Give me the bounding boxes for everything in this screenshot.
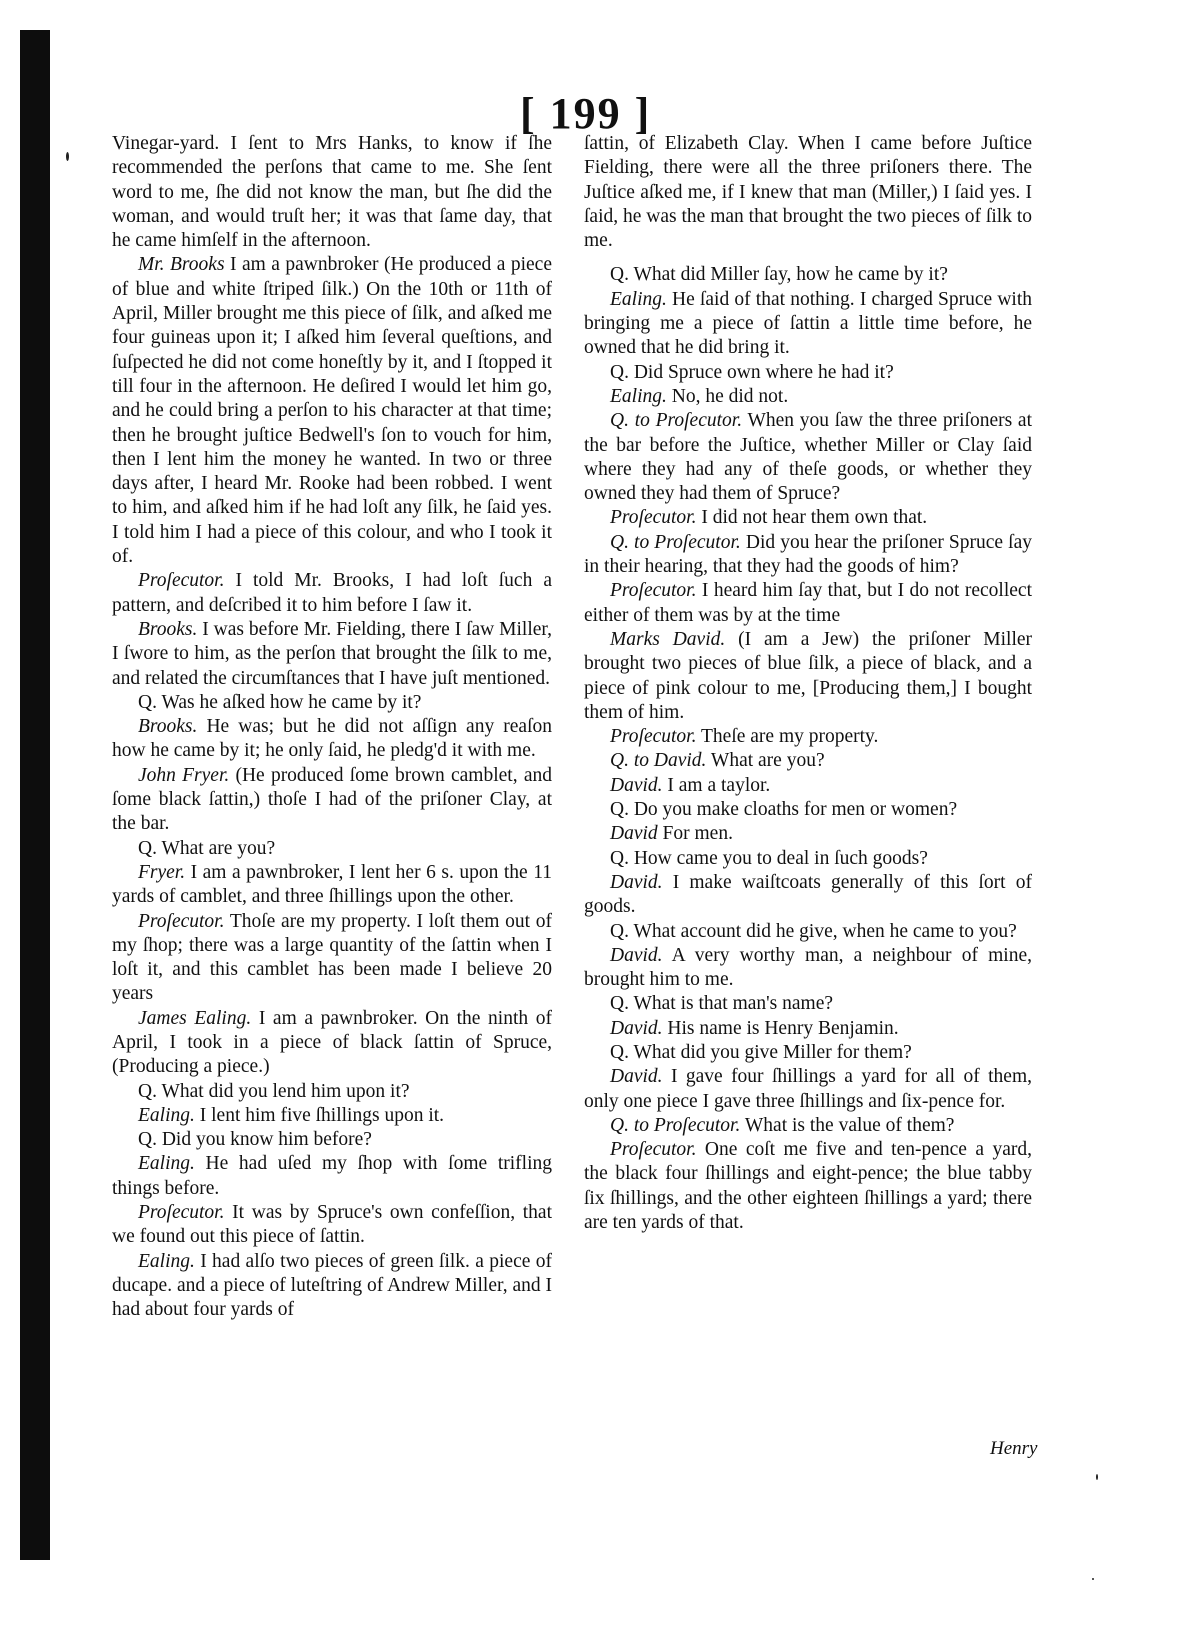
paragraph: Q. What account did he give, when he came to you? — [610, 920, 1017, 942]
speaker: Proſecutor. — [610, 580, 697, 602]
paragraph: Q. What did you give Miller for them? — [610, 1041, 912, 1063]
speaker: David. — [610, 1017, 663, 1039]
speaker: Fryer. — [138, 861, 186, 883]
speaker: Q. to Proſecutor. — [610, 531, 741, 553]
speaker: Q. to Proſecutor. — [610, 410, 743, 432]
paragraph: Q. What did you lend him upon it? — [138, 1080, 410, 1102]
speaker: John Fryer. — [138, 764, 230, 786]
paragraph: David. His name is Henry Benjamin. — [610, 1017, 899, 1039]
speaker: Proſecutor. — [610, 507, 697, 529]
paragraph: Mr. Brooks I am a pawnbroker (He produced a piece of blue and white ſtriped ſilk.) On the 10th or 11th of April, Miller brought me this piece of ſilk, and aſked me four guineas upon it; I aſked him ſeveral queſtions, and ſuſpected he did not come honeſtly by it, and I ſtopped it till four in the afternoon. He deſired I would let him go, and he could bring a perſon to his character at that time; then he brought juſtice Bedwell's ſon to vouch for him, then I lent him the money he wanted. In two or three days after, I heard Mr. Rooke had been robbed. I went to him, and aſked him if he had loſt any ſilk, he ſaid yes. I told him I had a piece of this colour, and who I took it of. — [112, 254, 552, 568]
paragraph: Proſecutor. One coſt me five and ten-pence a yard, the black four ſhillings and eight-pence; the blue tabby ſix ſhillings, and the other eighteen ſhillings a yard; there are ten yards of that. — [584, 1139, 1032, 1234]
speaker: Mr. Brooks — [138, 254, 225, 276]
scan-speck — [1096, 1474, 1098, 1480]
paragraph: David. I am a taylor. — [610, 774, 771, 796]
paragraph: Vinegar-yard. I ſent to Mrs Hanks, to know if ſhe recommended the perſons that came to me. She ſent word to me, ſhe did not know the man, but ſhe did the woman, and would truſt her; it was that ſame day, that he came himſelf in the afternoon. — [112, 133, 552, 252]
paragraph: Proſecutor. I told Mr. Brooks, I had loſt ſuch a pattern, and deſcribed it to him before I ſaw it. — [112, 570, 552, 616]
paragraph: James Ealing. I am a pawnbroker. On the ninth of April, I took in a piece of black ſattin of Spruce, (Producing a piece.) — [112, 1007, 552, 1078]
paragraph: Ealing. I lent him five ſhillings upon it. — [138, 1104, 445, 1126]
paragraph: David For men. — [610, 823, 733, 845]
paragraph: Proſecutor. I did not hear them own that. — [610, 507, 928, 529]
paragraph: Q. to Proſecutor. What is the value of them? — [610, 1114, 955, 1136]
paragraph: Q. Was he aſked how he came by it? — [138, 691, 422, 713]
paragraph: Proſecutor. Theſe are my property. — [610, 726, 879, 748]
paragraph: Q. How came you to deal in ſuch goods? — [610, 847, 928, 869]
paragraph: Q. What is that man's name? — [610, 993, 834, 1015]
speaker: Ealing. — [610, 288, 667, 310]
speaker: Proſecutor. — [138, 910, 225, 932]
paragraph: Brooks. I was before Mr. Fielding, there I ſaw Miller, I ſwore to him, as the perſon that brought the ſilk to me, and related the circumſtances that I have juſt mentioned. — [112, 618, 552, 689]
paragraph: Brooks. He was; but he did not aſſign any reaſon how he came by it; he only ſaid, he pledg'd it with me. — [112, 716, 552, 762]
paragraph: Q. Do you make cloaths for men or women? — [610, 799, 958, 821]
paragraph: Q. to David. What are you? — [610, 750, 825, 772]
paragraph: David. I make waiſtcoats generally of this ſort of goods. — [584, 871, 1032, 918]
paragraph: Q. to Proſecutor. When you ſaw the three priſoners at the bar before the Juſtice, whether Miller or Clay ſaid where they had any of theſe goods, or whether they owned they had them of Spruce? — [584, 410, 1033, 505]
scan-speck — [1092, 1578, 1094, 1580]
speaker: Q. to Proſecutor. — [610, 1114, 741, 1136]
speaker: David. — [610, 774, 663, 796]
page-number: [ 199 ] — [520, 89, 652, 138]
paragraph: Q. Did Spruce own where he had it? — [610, 361, 894, 383]
speaker: Proſecutor. — [138, 570, 225, 592]
right-column — [584, 132, 1032, 1235]
speaker: Brooks. — [138, 618, 198, 640]
speaker: Brooks. — [138, 716, 198, 738]
speaker: Proſecutor. — [138, 1202, 225, 1224]
speaker: Marks David. — [610, 628, 726, 650]
paragraph: Fryer. I am a pawnbroker, I lent her 6 s. upon the 11 yards of camblet, and three ſhillings upon the other. — [112, 861, 552, 908]
paragraph: David. A very worthy man, a neighbour of mine, brought him to me. — [584, 944, 1032, 991]
paragraph: Q. What are you? — [138, 837, 276, 859]
catchword: Henry — [990, 1438, 1038, 1459]
paragraph: Marks David. (I am a Jew) the priſoner Miller brought two pieces of blue ſilk, a piece of black, and a piece of pink colour to me, [Producing them,] I bought them of him. — [584, 628, 1033, 723]
paragraph: Proſecutor. I heard him ſay that, but I do not recollect either of them was by at the time — [584, 580, 1032, 626]
speaker: Ealing. — [610, 385, 667, 407]
speaker: David. — [610, 1066, 663, 1088]
speaker: Ealing. — [138, 1250, 195, 1272]
paragraph: Ealing. No, he did not. — [610, 385, 789, 407]
scan-speck — [66, 152, 69, 161]
paragraph: Ealing. He ſaid of that nothing. I charged Spruce with bringing me a piece of ſattin a little time before, he owned that he did bring it. — [584, 288, 1032, 359]
speaker: Proſecutor. — [610, 1139, 697, 1161]
paragraph: Ealing. I had alſo two pieces of green ſilk. a piece of ducape. and a piece of luteſtring of Andrew Miller, and I had about four yards of — [112, 1250, 552, 1321]
paragraph: Proſecutor. It was by Spruce's own confeſſion, that we found out this piece of ſattin. — [112, 1202, 552, 1248]
paragraph: John Fryer. (He produced ſome brown camblet, and ſome black ſattin,) thoſe I had of the priſoner Clay, at the bar. — [112, 764, 552, 835]
speaker: David. — [610, 944, 663, 966]
paragraph: Ealing. He had uſed my ſhop with ſome trifling things before. — [112, 1153, 552, 1199]
paragraph: Proſecutor. Thoſe are my property. I loſt them out of my ſhop; there was a large quantity of the ſattin when I loſt it, and this camblet has been made I believe 20 years — [112, 910, 552, 1005]
paragraph: David. I gave four ſhillings a yard for all of them, only one piece I gave three ſhillings and ſix-pence for. — [584, 1066, 1032, 1112]
scan-binding-edge — [20, 30, 50, 1560]
speaker: Q. to David. — [610, 750, 707, 772]
speaker: Ealing. — [138, 1153, 195, 1175]
paragraph: ſattin, of Elizabeth Clay. When I came before Juſtice Fielding, there were all the three priſoners there. The Juſtice aſked me, if I knew that man (Miller,) I ſaid yes. I ſaid, he was the man that brought the two pieces of ſilk to me. — [584, 133, 1032, 252]
paragraph: Q. Did you know him before? — [138, 1129, 372, 1151]
speaker: David. — [610, 871, 663, 893]
speaker: Ealing. — [138, 1104, 195, 1126]
paragraph: Q. to Proſecutor. Did you hear the priſoner Spruce ſay in their hearing, that they had the goods of him? — [584, 531, 1032, 578]
paragraph: Q. What did Miller ſay, how he came by it? — [610, 264, 948, 286]
speaker: James Ealing. — [138, 1007, 252, 1029]
speaker: David — [610, 823, 658, 845]
left-column — [112, 132, 552, 1323]
speaker: Proſecutor. — [610, 726, 697, 748]
